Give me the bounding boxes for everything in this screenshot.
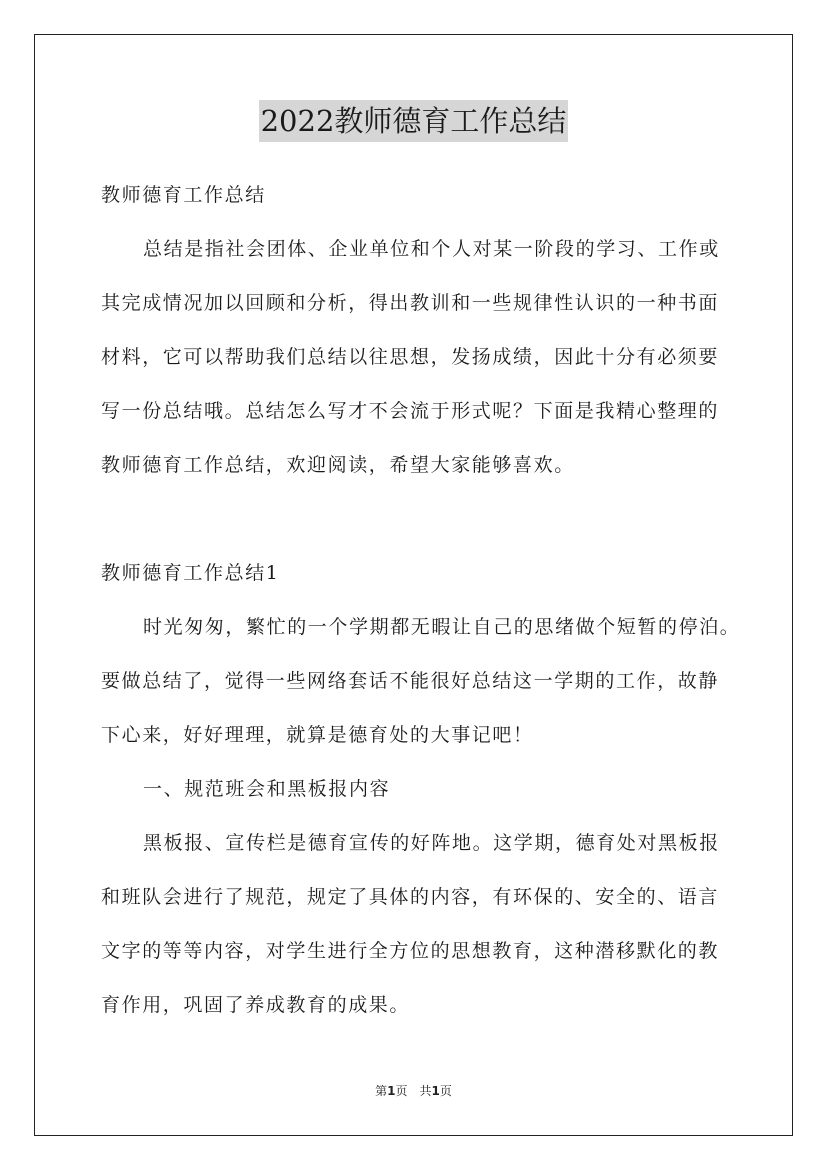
text-line: 教师德育工作总结 — [101, 184, 266, 206]
text-line: 黑板报、宣传栏是德育宣传的好阵地。这学期，德育处对黑板报 — [143, 832, 720, 854]
text-line: 时光匆匆，繁忙的一个学期都无暇让自己的思绪做个短暂的停泊。 — [143, 616, 741, 638]
text-line: 育作用，巩固了养成教育的成果。 — [101, 994, 411, 1016]
footer-total-pages: 1 — [431, 1084, 440, 1098]
text-line: 一、规范班会和黑板报内容 — [143, 778, 391, 800]
blank-line — [101, 492, 729, 546]
text-line: 文字的等等内容，对学生进行全方位的思想教育，这种潜移默化的教 — [101, 940, 720, 962]
footer-prefix: 第 — [375, 1084, 388, 1098]
text-line: 教师德育工作总结1 — [101, 562, 280, 584]
text-line: 教师德育工作总结，欢迎阅读，希望大家能够喜欢。 — [101, 454, 575, 476]
footer-suffix: 页 — [439, 1084, 452, 1098]
text-line: 写一份总结哦。总结怎么写才不会流于形式呢？下面是我精心整理的 — [101, 400, 720, 422]
text-line: 要做总结了，觉得一些网络套话不能很好总结这一学期的工作，故静 — [101, 670, 720, 692]
footer-mid: 页 共 — [395, 1084, 432, 1098]
page-footer — [0, 1083, 827, 1099]
footer-current-page: 1 — [387, 1084, 396, 1098]
title-container — [0, 100, 827, 142]
document-body — [101, 168, 741, 1032]
text-line: 材料，它可以帮助我们总结以往思想，发扬成绩，因此十分有必须要 — [101, 346, 720, 368]
document-title: 2022教师德育工作总结 — [259, 100, 569, 142]
text-line: 总结是指社会团体、企业单位和个人对某一阶段的学习、工作或 — [143, 238, 720, 260]
text-line: 和班队会进行了规范，规定了具体的内容，有环保的、安全的、语言 — [101, 886, 720, 908]
text-line: 下心来，好好理理，就算是德育处的大事记吧！ — [101, 724, 534, 746]
text-line: 其完成情况加以回顾和分析，得出教训和一些规律性认识的一种书面 — [101, 292, 720, 314]
